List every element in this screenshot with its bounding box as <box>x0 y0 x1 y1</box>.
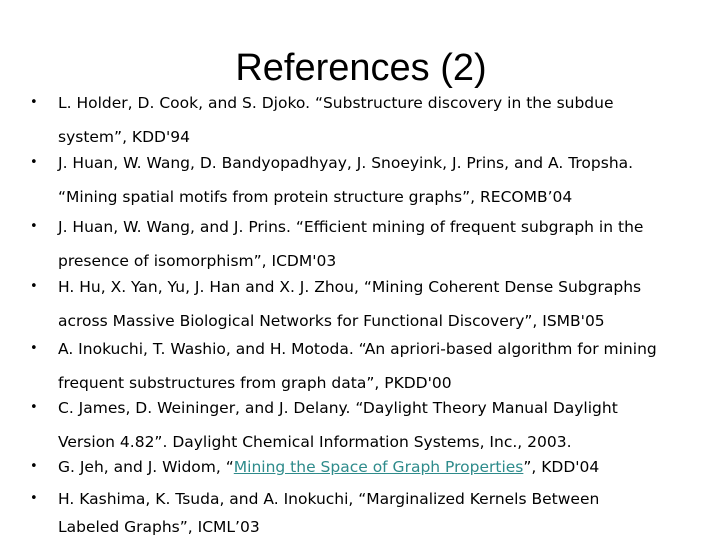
reference-line: H. Hu, X. Yan, Yu, J. Han and X. J. Zhou, “Mining Coherent Dense Subgraphs <box>58 278 642 296</box>
reference-line: A. Inokuchi, T. Washio, and H. Motoda. “An apriori-based algorithm for mining <box>58 340 657 358</box>
slide-title: References (2) <box>235 47 487 89</box>
bullet-icon: • <box>30 400 38 415</box>
reference-line <box>58 450 599 484</box>
reference-line: frequent substructures from graph data”, PKDD'00 <box>58 374 452 392</box>
reference-line: “Mining spatial motifs from protein structure graphs”, RECOMB’04 <box>58 188 573 206</box>
bullet-icon: • <box>30 155 38 170</box>
reference-text: G. Jeh, and J. Widom, “ <box>58 458 234 476</box>
bullet-icon: • <box>30 491 38 506</box>
reference-line: H. Kashima, K. Tsuda, and A. Inokuchi, “Marginalized Kernels Between <box>58 490 600 508</box>
reference-line: across Massive Biological Networks for Functional Discovery”, ISMB'05 <box>58 312 605 330</box>
reference-line: J. Huan, W. Wang, and J. Prins. “Efficient mining of frequent subgraph in the <box>58 218 644 236</box>
bullet-icon: • <box>30 341 38 356</box>
bullet-icon: • <box>30 95 38 110</box>
reference-line: Labeled Graphs”, ICML’03 <box>58 518 260 536</box>
bullet-icon: • <box>30 219 38 234</box>
reference-line: system”, KDD'94 <box>58 128 190 146</box>
reference-line: J. Huan, W. Wang, D. Bandyopadhyay, J. Snoeyink, J. Prins, and A. Tropsha. <box>58 154 634 172</box>
reference-line: C. James, D. Weininger, and J. Delany. “Daylight Theory Manual Daylight <box>58 399 618 417</box>
bullet-icon: • <box>30 459 38 474</box>
reference-line: L. Holder, D. Cook, and S. Djoko. “Substructure discovery in the subdue <box>58 94 614 112</box>
bullet-icon: • <box>30 279 38 294</box>
reference-link[interactable]: Mining the Space of Graph Properties <box>233 458 524 476</box>
reference-text: ”, KDD'04 <box>523 458 600 476</box>
reference-line: Version 4.82”. Daylight Chemical Information Systems, Inc., 2003. <box>58 433 572 451</box>
reference-line: presence of isomorphism”, ICDM'03 <box>58 252 337 270</box>
